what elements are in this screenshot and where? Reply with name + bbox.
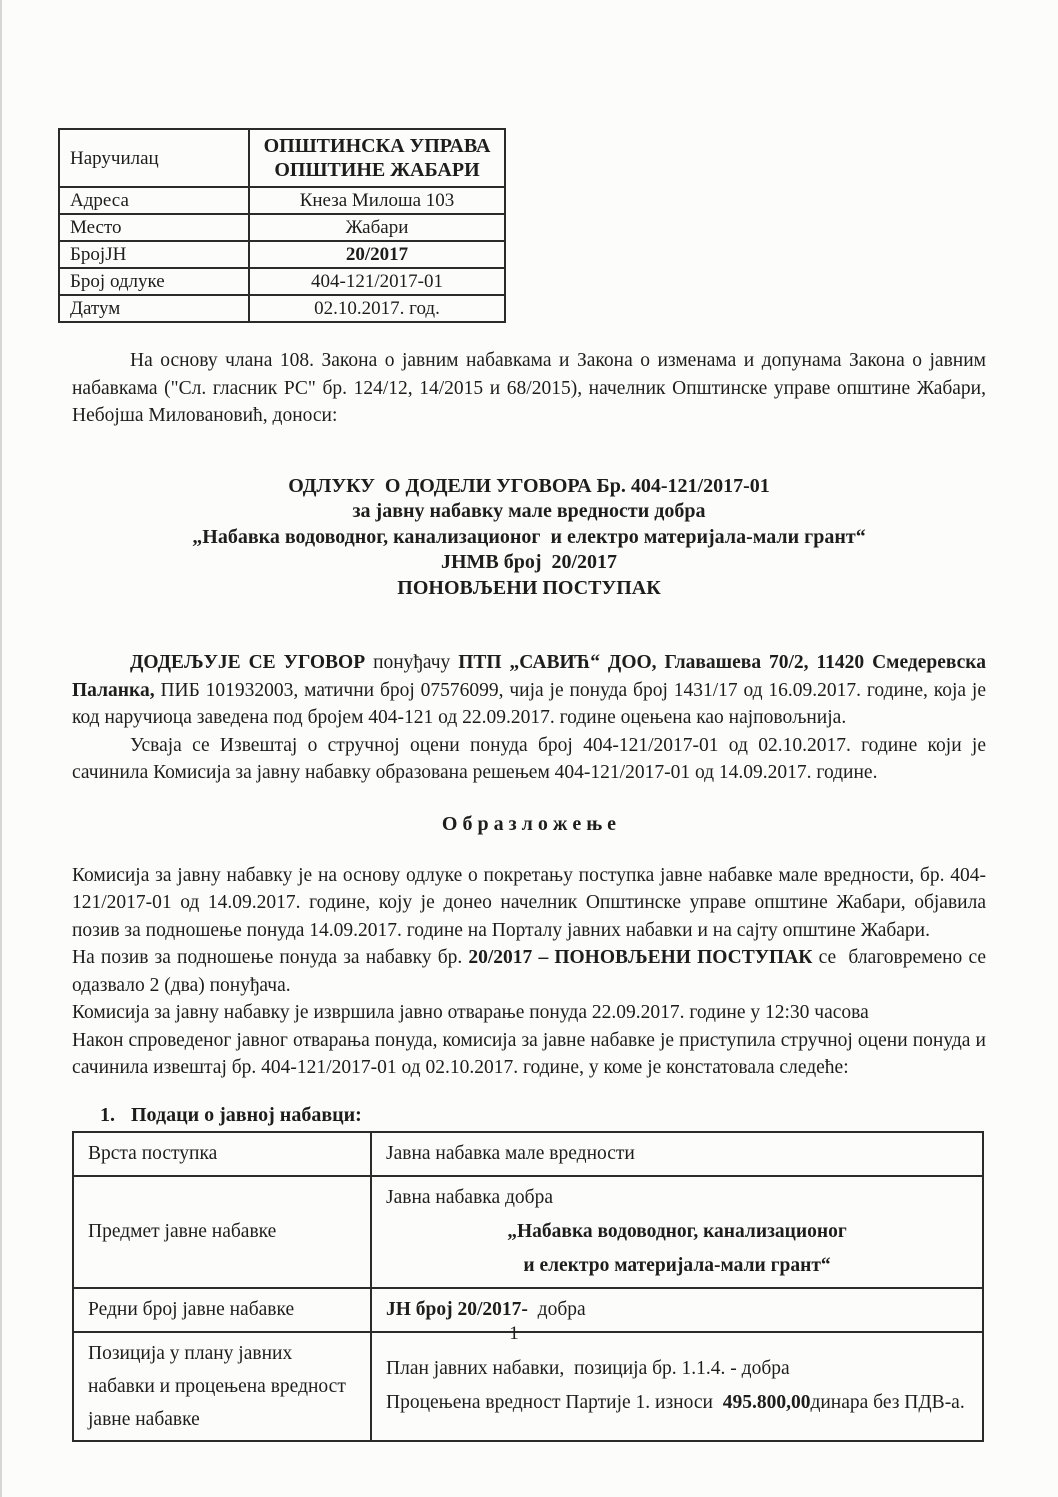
- decision-title-line3: „Набавка водоводног, канализационог и електро материјала-мали грант“: [192, 525, 866, 548]
- decision-title-line4: ЈНМВ број 20/2017: [440, 551, 618, 573]
- procurement-data-table: [72, 1131, 984, 1442]
- table-row: [59, 268, 505, 295]
- decision-title-line5: ПОНОВЉЕНИ ПОСТУПАК: [397, 576, 661, 599]
- award-bold-clause: ДОДЕЉУЈЕ СЕ УГОВОР: [130, 652, 366, 673]
- table-row: [59, 187, 505, 214]
- row3-bold: ЈН број 20/2017-: [386, 1298, 528, 1320]
- row4-line2-post: динара без ПДВ-а.: [810, 1392, 965, 1413]
- explanation-paragraph-2: [72, 944, 991, 999]
- award-text: понуђачу: [365, 652, 459, 673]
- header-value-mesto: Жабари: [249, 214, 505, 241]
- header-value-broj-odluke: 404-121/2017-01: [249, 268, 505, 295]
- header-label-adresa: Адреса: [59, 187, 249, 214]
- table-row: [59, 129, 505, 187]
- row3-label: Редни број јавне набавке: [73, 1288, 371, 1332]
- row1-label: Врста поступка: [73, 1132, 371, 1176]
- section-1-title: Подаци о јавној набавци:: [131, 1103, 362, 1126]
- row2-line3: и електро материјала-мали грант“: [523, 1254, 831, 1276]
- header-value-datum: 02.10.2017. год.: [249, 295, 505, 322]
- row4-line1: План јавних набавки, позиција бр. 1.1.4. - добра: [386, 1358, 790, 1379]
- table-row: [59, 214, 505, 241]
- row3-rest: добра: [527, 1298, 586, 1320]
- explanation-paragraph-1: Комисија за јавну набавку је на основу одлуке о покретању поступка јавне набавке мале вредности, бр. 404-121/2017-01 од 14.09.2017. године, коју је донео начелник Општинске управе општине Жабари, објавила позив за подношење понуда 14.09.2017. године на Порталу јавних набавки и на сајту општине Жабари.: [72, 864, 986, 941]
- row1-value: Јавна набавка мале вредности: [371, 1132, 983, 1176]
- table-row: [73, 1132, 983, 1176]
- header-label-narucilac: Наручилац: [59, 129, 249, 187]
- table-row: [59, 241, 505, 268]
- explanation-paragraph-4: Након спроведеног јавног отварања понуда, комисија за јавне набавке је приступила стручној оцени понуда и сачинила извештај бр. 404-121/2017-01 од 02.10.2017. године, у коме је констатовала следеће:: [72, 1029, 986, 1078]
- decision-title-line2: за јавну набавку мале вредности добра: [352, 500, 706, 522]
- award-paragraph: [72, 649, 986, 732]
- header-value-adresa: Кнеза Милоша 103: [249, 187, 505, 214]
- report-paragraph: Усваја се Извештај о стручној оцени понуда број 404-121/2017-01 од 02.10.2017. године који је сачинила Комисија за јавну набавку образована решењем 404-121/2017-01 од 14.09.2017. године.: [72, 734, 986, 783]
- explanation-paragraph-3: Комисија за јавну набавку је извршила јавно отварање понуда 22.09.2017. године у 12:30 часова: [72, 1002, 869, 1023]
- header-label-brojjn: БројЈН: [59, 241, 249, 268]
- p2-procedure-ref: 20/2017 – ПОНОВЉЕНИ ПОСТУПАК: [468, 947, 813, 968]
- row4-value: [371, 1332, 983, 1441]
- intro-paragraph: На основу члана 108. Закона о јавним набавкама и Закона о изменама и допунама Закона о јавним набавкама ("Сл. гласник РС" бр. 124/12, 14/2015 и 68/2015), начелник Општинске управе општине Жабари, Небојша Миловановић, доноси:: [72, 350, 986, 426]
- row2-value: [371, 1176, 983, 1288]
- award-details: ПИБ 101932003, матични број 07576099, чија је понуда број 1431/17 од 16.09.2017. године, која је код наручиоца заведена под бројем 404-121 од 22.09.2017. године оцењена као најповољнија.: [72, 679, 986, 728]
- section-1-heading: [100, 1104, 986, 1127]
- row4-label: Позиција у плану јавних набавки и процењена вредност јавне набавке: [73, 1332, 371, 1441]
- section-1-number: 1.: [100, 1103, 115, 1126]
- row4-line2-pre: Процењена вредност Партије 1. износи: [386, 1392, 723, 1413]
- explanation-heading: О б р а з л о ж е њ е: [441, 812, 617, 835]
- row2-line1: Јавна набавка добра: [386, 1186, 553, 1208]
- table-row: [59, 295, 505, 322]
- table-row: [73, 1176, 983, 1288]
- header-value-brojjn: 20/2017: [249, 241, 505, 268]
- decision-title-line1: ОДЛУКУ О ДОДЕЛИ УГОВОРА Бр. 404-121/2017-01: [288, 474, 770, 497]
- header-label-datum: Датум: [59, 295, 249, 322]
- header-value-narucilac: ОПШТИНСКА УПРАВА ОПШТИНЕ ЖАБАРИ: [249, 129, 505, 187]
- header-label-mesto: Место: [59, 214, 249, 241]
- row4-line2: [386, 1386, 968, 1420]
- p2-post: се благовремено се одазвало 2 (два) понуђача.: [72, 947, 991, 996]
- table-row: [73, 1332, 983, 1441]
- row2-line2: „Набавка водоводног, канализационог: [507, 1220, 847, 1242]
- header-info-table: [58, 128, 506, 323]
- header-label-broj-odluke: Број одлуке: [59, 268, 249, 295]
- page-number: 1: [509, 1323, 519, 1344]
- award-bidder-name: ПТП „САВИЋ“ ДОО, Главашева 70/2, 11420 Смедеревска Паланка,: [72, 652, 986, 701]
- p2-pre: На позив за подношење понуда за набавку бр.: [72, 947, 469, 968]
- row4-estimated-value: 495.800,00: [722, 1392, 811, 1413]
- row2-label: Предмет јавне набавке: [73, 1176, 371, 1288]
- decision-title: [72, 474, 986, 602]
